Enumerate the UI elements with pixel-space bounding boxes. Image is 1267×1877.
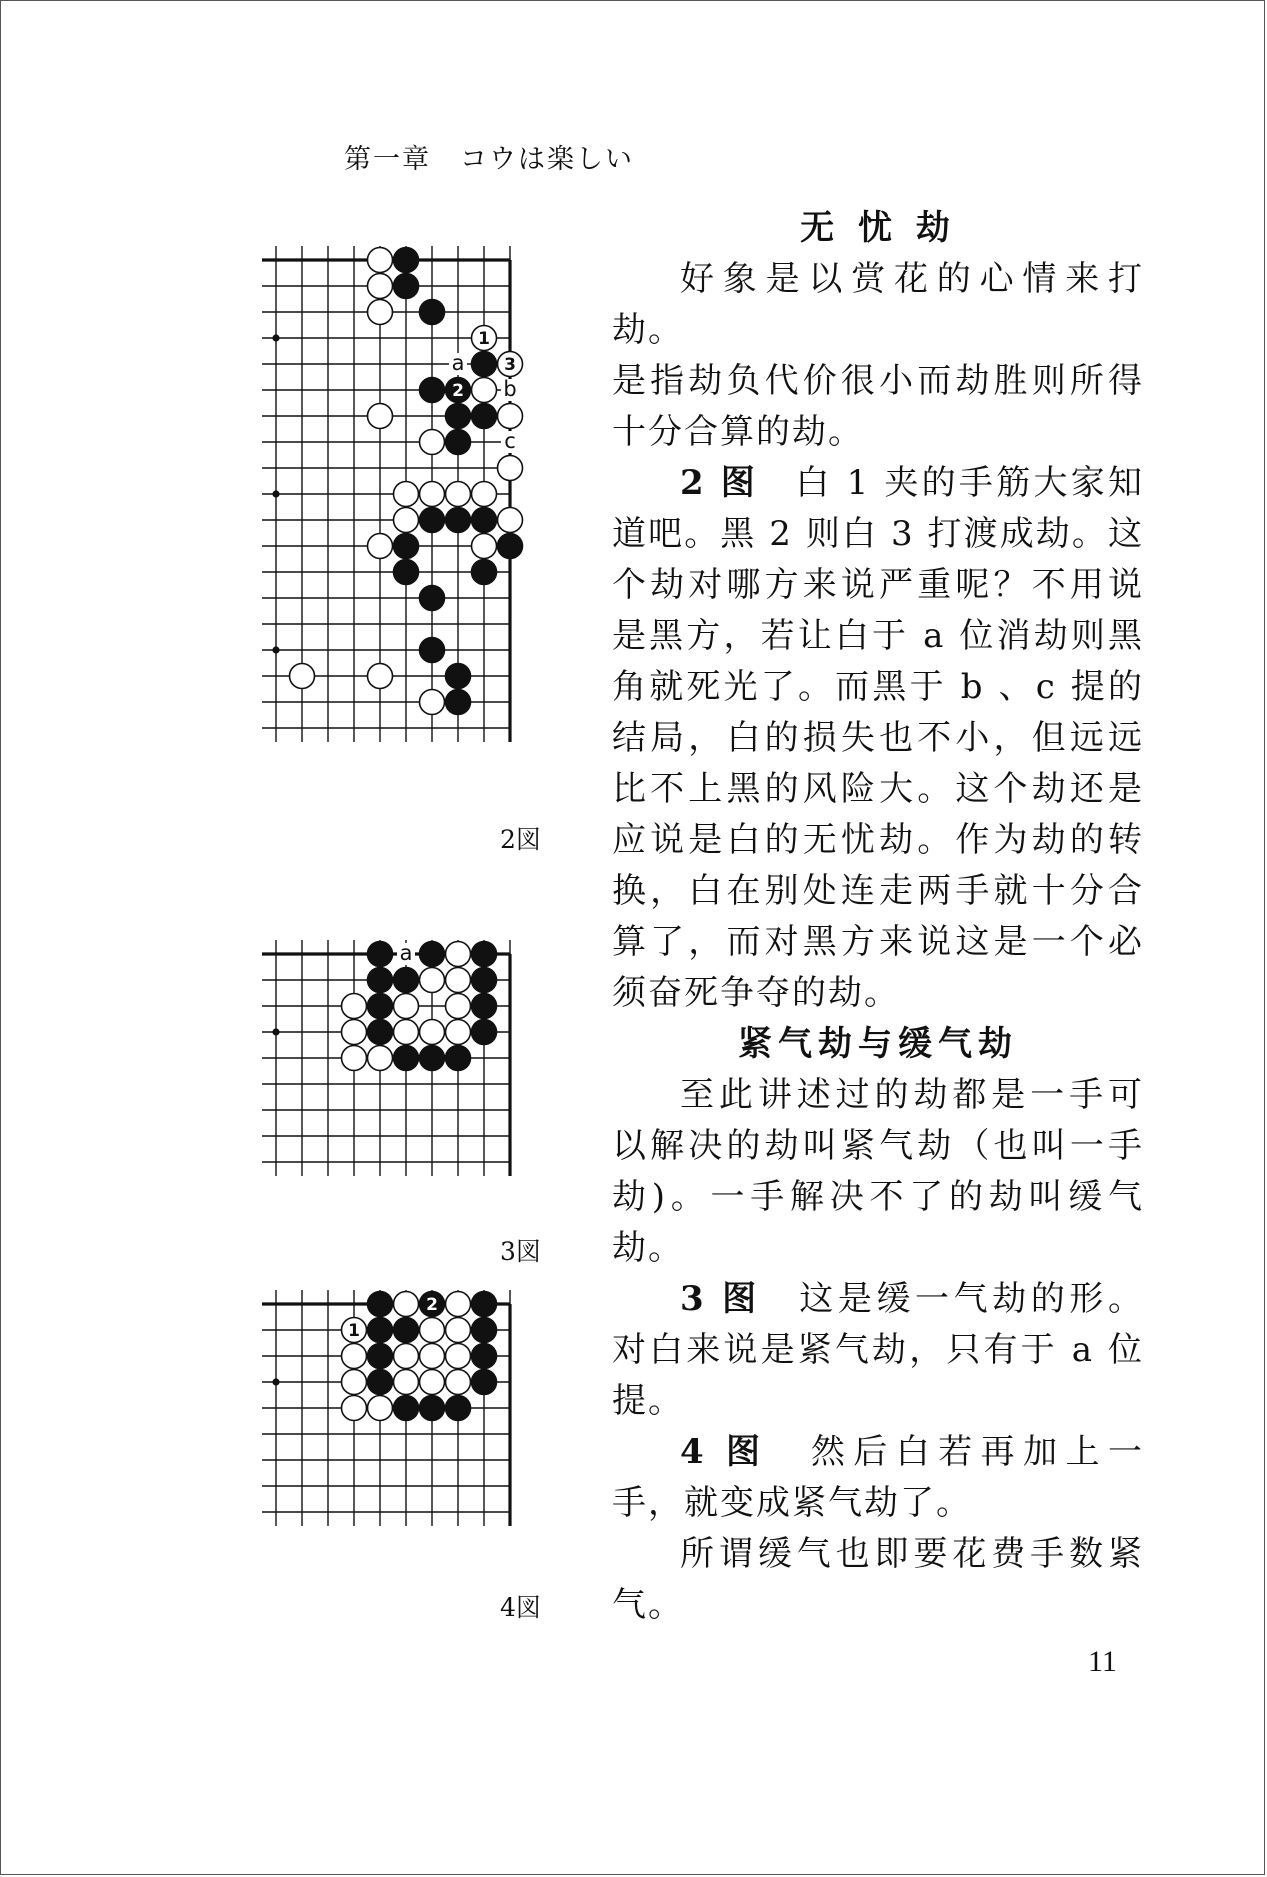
paragraph: 至此讲述过的劫都是一手可以解决的劫叫紧气劫（也叫一手劫)。一手解决不了的劫叫缓气劫。	[612, 1075, 1144, 1268]
black-stone	[394, 1318, 419, 1343]
black-stone	[472, 560, 497, 585]
white-stone	[342, 1020, 367, 1045]
white-stone	[368, 404, 393, 429]
white-stone	[420, 690, 445, 715]
paragraph: 好象是以赏花的心情来打劫。	[612, 259, 1144, 350]
white-stone	[420, 1370, 445, 1395]
black-stone	[472, 1292, 497, 1317]
black-stone	[446, 1396, 471, 1421]
black-stone	[420, 300, 445, 325]
white-stone	[394, 1370, 419, 1395]
white-stone	[290, 664, 315, 689]
white-stone	[394, 1292, 419, 1317]
black-stone	[394, 1046, 419, 1071]
black-stone	[420, 586, 445, 611]
move-number: 2	[452, 381, 464, 401]
white-stone	[446, 968, 471, 993]
diagram-4	[262, 1290, 572, 1570]
black-stone	[420, 378, 445, 403]
page-number: 11	[1088, 1645, 1117, 1678]
black-stone	[368, 1344, 393, 1369]
black-stone	[472, 1370, 497, 1395]
white-stone	[342, 1046, 367, 1071]
white-stone	[394, 1344, 419, 1369]
black-stone	[446, 404, 471, 429]
star-point	[272, 334, 279, 341]
black-stone	[368, 1370, 393, 1395]
black-stone	[472, 1318, 497, 1343]
white-stone	[420, 968, 445, 993]
black-stone	[472, 352, 497, 377]
star-point	[272, 646, 279, 653]
black-stone	[446, 690, 471, 715]
white-stone	[446, 1318, 471, 1343]
black-stone	[420, 638, 445, 663]
black-stone	[394, 534, 419, 559]
paragraph: 3 图 这是缓一气劫的形。对白来说是紧气劫，只有于 a 位提。	[612, 1279, 1145, 1421]
text-column	[612, 203, 1144, 1631]
white-stone	[368, 274, 393, 299]
white-stone	[342, 1396, 367, 1421]
move-number: 3	[504, 355, 516, 375]
black-stone	[394, 560, 419, 585]
white-stone	[446, 994, 471, 1019]
figure-ref: 3 图	[680, 1279, 761, 1319]
point-letter: c	[504, 429, 516, 453]
star-point	[272, 1028, 279, 1035]
star-point	[272, 490, 279, 497]
black-stone	[472, 968, 497, 993]
white-stone	[420, 1318, 445, 1343]
white-stone	[498, 508, 523, 533]
section-heading-jinqi: 紧气劫与缓气劫	[738, 1024, 1018, 1064]
diagram-2	[262, 246, 572, 806]
black-stone	[420, 1396, 445, 1421]
white-stone	[368, 534, 393, 559]
black-stone	[472, 1020, 497, 1045]
white-stone	[420, 1020, 445, 1045]
point-letter: b	[503, 377, 517, 401]
black-stone	[472, 404, 497, 429]
paragraph: 4 图 然后白若再加上一手，就变成紧气劫了。	[612, 1432, 1145, 1523]
white-stone	[368, 248, 393, 273]
running-head: 第一章 コウは楽しい	[344, 144, 634, 175]
black-stone	[446, 664, 471, 689]
white-stone	[342, 994, 367, 1019]
star-point	[272, 1378, 279, 1385]
white-stone	[472, 378, 497, 403]
black-stone	[368, 1292, 393, 1317]
diagram-2-caption: 2図	[500, 825, 541, 854]
white-stone	[498, 456, 523, 481]
black-stone	[368, 942, 393, 967]
black-stone	[394, 1396, 419, 1421]
black-stone	[368, 1318, 393, 1343]
black-stone	[472, 508, 497, 533]
white-stone	[342, 1344, 367, 1369]
diagram-4-caption: 4図	[500, 1593, 541, 1622]
black-stone	[394, 968, 419, 993]
black-stone	[446, 1046, 471, 1071]
white-stone	[342, 1370, 367, 1395]
white-stone	[446, 1292, 471, 1317]
white-stone	[368, 1396, 393, 1421]
figure-ref: 4 图	[680, 1432, 769, 1472]
move-number: 2	[426, 1295, 438, 1315]
white-stone	[394, 994, 419, 1019]
black-stone	[472, 1344, 497, 1369]
white-stone	[446, 942, 471, 967]
white-stone	[420, 482, 445, 507]
diagram-3-caption: 3図	[500, 1237, 541, 1266]
black-stone	[394, 274, 419, 299]
white-stone	[446, 1370, 471, 1395]
white-stone	[368, 664, 393, 689]
white-stone	[394, 482, 419, 507]
white-stone	[446, 482, 471, 507]
black-stone	[368, 968, 393, 993]
white-stone	[368, 1046, 393, 1071]
white-stone	[420, 430, 445, 455]
black-stone	[446, 508, 471, 533]
black-stone	[446, 430, 471, 455]
white-stone	[368, 300, 393, 325]
white-stone	[472, 534, 497, 559]
black-stone	[368, 994, 393, 1019]
paragraph: 2 图 白 1 夹的手筋大家知道吧。黑 2 则白 3 打渡成劫。这个劫对哪方来说严重呢？不用说是黑方，若让白于 a 位消劫则黑角就死光了。而黑于 b 、c 提的结局，白的损失也不小，但远远比不上黑的风险大。这个劫还是应说是白的无忧劫。作为劫的转换，白在别处连走两手就十分合算了，而对黑方来说这是一个必须奋死争夺的劫。	[612, 463, 1145, 1013]
paragraph: 是指劫负代价很小而劫胜则所得十分合算的劫。	[612, 361, 1144, 452]
white-stone	[472, 482, 497, 507]
black-stone	[420, 1046, 445, 1071]
section-heading-wuyou: 无 忧 劫	[800, 208, 956, 248]
white-stone	[498, 404, 523, 429]
paragraph: 所谓缓气也即要花费手数紧气。	[612, 1534, 1144, 1625]
move-number: 1	[348, 1321, 360, 1341]
point-letter: a	[399, 941, 413, 965]
white-stone	[394, 508, 419, 533]
point-letter: a	[451, 351, 465, 375]
white-stone	[420, 1344, 445, 1369]
white-stone	[446, 1020, 471, 1045]
black-stone	[420, 508, 445, 533]
move-number: 1	[478, 329, 490, 349]
black-stone	[498, 534, 523, 559]
black-stone	[472, 942, 497, 967]
figure-ref: 2 图	[680, 463, 759, 503]
white-stone	[394, 1020, 419, 1045]
black-stone	[420, 942, 445, 967]
black-stone	[368, 1020, 393, 1045]
white-stone	[446, 1344, 471, 1369]
diagram-3	[262, 940, 572, 1220]
black-stone	[472, 994, 497, 1019]
black-stone	[394, 248, 419, 273]
